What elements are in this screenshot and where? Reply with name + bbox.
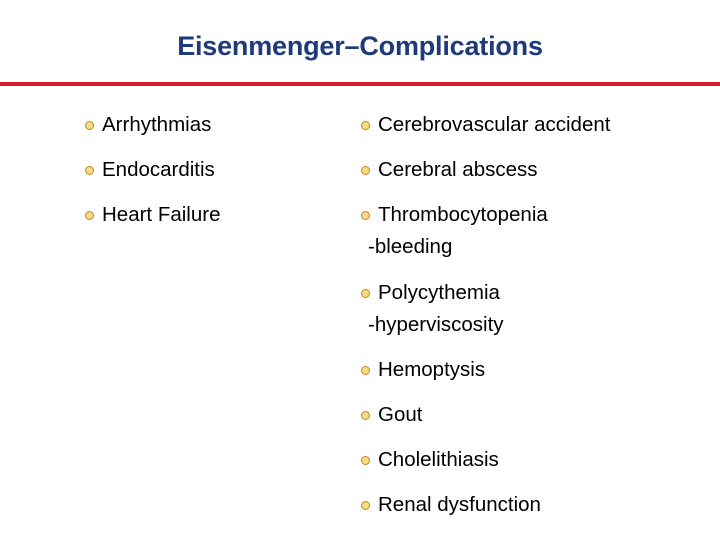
- list-item-label: Arrhythmias: [102, 113, 212, 136]
- bullet-icon: [361, 501, 370, 510]
- bullet-icon: [85, 166, 94, 175]
- bullet-icon: [361, 211, 370, 220]
- list-item-label: Thrombocytopenia: [378, 203, 548, 226]
- list-item-label: Heart Failure: [102, 203, 221, 226]
- list-item: [361, 358, 485, 382]
- slide-title: Eisenmenger–Complications: [177, 31, 543, 61]
- bullet-icon: [361, 456, 370, 465]
- bullet-icon: [85, 211, 94, 220]
- list-item: [85, 113, 211, 137]
- list-item: [361, 113, 610, 137]
- list-item: [85, 203, 221, 227]
- bullet-icon: [361, 411, 370, 420]
- list-item-label: Hemoptysis: [378, 358, 486, 381]
- list-item-label: Cerebrovascular accident: [378, 113, 611, 136]
- list-item: [85, 158, 215, 182]
- title-divider: [0, 82, 720, 86]
- bullet-icon: [361, 366, 370, 375]
- list-item: [361, 448, 499, 472]
- list-item: [361, 281, 500, 305]
- list-item-subtext: -hyperviscosity: [368, 313, 504, 336]
- list-item: [361, 403, 422, 427]
- list-item-subtext: -bleeding: [368, 235, 453, 258]
- list-item: [361, 203, 548, 227]
- list-item-label: Cerebral abscess: [378, 158, 538, 181]
- list-item-label: Endocarditis: [102, 158, 215, 181]
- list-item: [361, 493, 541, 517]
- list-item: [361, 158, 538, 182]
- list-item-label: Cholelithiasis: [378, 448, 499, 471]
- bullet-icon: [361, 289, 370, 298]
- list-item-label: Gout: [378, 403, 423, 426]
- bullet-icon: [361, 121, 370, 130]
- list-item-label: Polycythemia: [378, 281, 500, 304]
- list-item-label: Renal dysfunction: [378, 493, 541, 516]
- bullet-icon: [85, 121, 94, 130]
- bullet-icon: [361, 166, 370, 175]
